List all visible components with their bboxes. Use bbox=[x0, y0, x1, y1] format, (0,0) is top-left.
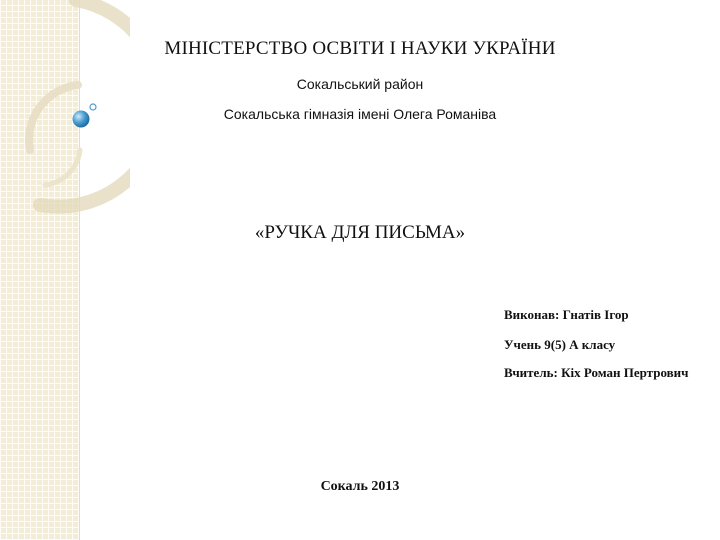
presentation-title: «РУЧКА ДЛЯ ПИСЬМА» bbox=[254, 222, 466, 243]
ministry-heading: МІНІСТЕРСТВО ОСВІТИ І НАУКИ УКРАЇНИ bbox=[164, 38, 556, 59]
district-name: Сокальський район bbox=[296, 76, 424, 92]
decorative-arc-large bbox=[40, 0, 130, 207]
city-year: Сокаль 2013 bbox=[320, 479, 400, 494]
school-name: Сокальська гімназія імені Олега Романіва bbox=[223, 106, 497, 122]
decorative-arc-small bbox=[45, 150, 80, 185]
decorative-arc-medium bbox=[29, 85, 78, 150]
author-performed-by: Виконав: Гнатів Ігор bbox=[504, 307, 629, 322]
author-class: Учень 9(5) А класу bbox=[504, 337, 616, 352]
author-teacher: Вчитель: Кіх Роман Пертрович bbox=[504, 365, 689, 380]
